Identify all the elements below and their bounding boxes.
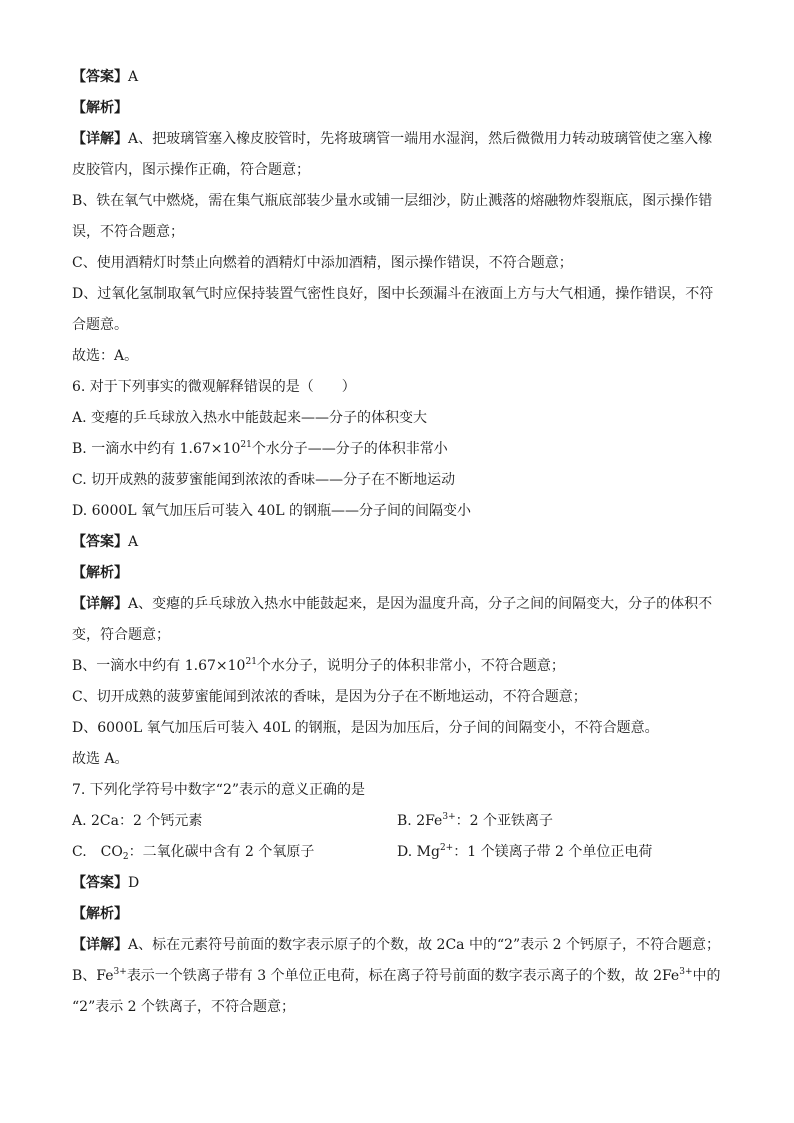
q7-stem: 7. 下列化学符号中数字“2”表示的意义正确的是 [72,782,366,798]
q7-answer: 【答案】D [72,875,140,891]
q7-detail-b-cont: “2”表示 2 个铁离子，不符合题意； [72,999,296,1015]
q5-conclusion: 故选：A。 [72,348,139,364]
q7-option-a: A. 2Ca：2 个钙元素 [72,813,203,829]
q5-analysis-tag: 【解析】 [72,100,128,116]
q7-detail-b: B、$Fe^{3+}$表示一个铁离子带有 3 个单位正电荷，标在离子符号前面的数字表示离子的个数，故 $2Fe^{3+}$中的 [72,967,721,984]
q7-option-c: C. $CO_2$：二氧化碳中含有 2 个氧原子 [72,844,315,862]
q6-analysis-tag: 【解析】 [72,565,128,581]
q7-detail-a: 【详解】A、标在元素符号前面的数字表示原子的个数，故 2Ca 中的“2”表示 2 个钙原子，不符合题意； [72,937,721,953]
q6-detail-b: B、一滴水中约有 $1.67\times 10^{21}$个水分子，说明分子的体积非常小，不符合题意； [72,657,565,674]
q7-option-d: D. $Mg^{2+}$：1 个镁离子带 2 个单位正电荷 [397,843,653,860]
q6-stem: 6. 对于下列事实的微观解释错误的是（ ） [72,379,356,395]
q5-detail-d: D、过氧化氢制取氧气时应保持装置气密性良好，图中长颈漏斗在液面上方与大气相通，操作错误，不符合题意。 [72,286,714,333]
document-page [72,62,722,1023]
q5-detail-c: C、使用酒精灯时禁止向燃着的酒精灯中添加酒精，图示操作错误，不符合题意； [72,255,573,271]
q6-answer: 【答案】A [72,534,139,550]
q6-detail-d: D、6000L 氧气加压后可装入 40L 的钢瓶，是因为加压后，分子间的间隔变小，不符合题意。 [72,720,659,736]
q5-answer [72,62,722,93]
q5-detail-a: 【详解】A、把玻璃管塞入橡皮胶管时，先将玻璃管一端用水湿润，然后微微用力转动玻璃管使之塞入橡皮胶管内，图示操作正确，符合题意； [72,131,713,178]
answer-value: A [128,69,139,85]
q7-options-row-2 [72,837,722,868]
q6-detail-a: 【详解】A、变瘪的乒乓球放入热水中能鼓起来，是因为温度升高，分子之间的间隔变大，分子的体积不变，符合题意； [72,596,713,643]
q6-option-a: A. 变瘪的乒乓球放入热水中能鼓起来——分子的体积变大 [72,410,428,426]
q7-analysis-tag: 【解析】 [72,906,128,922]
q6-option-b: B. 一滴水中约有 $1.67\times 10^{21}$个水分子——分子的体积非常小 [72,440,448,457]
q6-option-d: D. 6000L 氧气加压后可装入 40L 的钢瓶——分子间的间隔变小 [72,503,472,519]
q6-detail-c: C、切开成熟的菠萝蜜能闻到浓浓的香味，是因为分子在不断地运动，不符合题意； [72,689,587,705]
q6-conclusion: 故选 A。 [72,751,129,767]
q6-option-c: C. 切开成熟的菠萝蜜能闻到浓浓的香味——分子在不断地运动 [72,472,456,488]
q7-option-b: B. $2Fe^{3+}$：2 个亚铁离子 [397,812,553,829]
q5-detail-b: B、铁在氧气中燃烧，需在集气瓶底部装少量水或铺一层细沙，防止溅落的熔融物炸裂瓶底，图示操作错误，不符合题意； [72,193,713,240]
answer-tag: 【答案】 [72,69,128,85]
q7-options-row-1 [72,806,722,837]
